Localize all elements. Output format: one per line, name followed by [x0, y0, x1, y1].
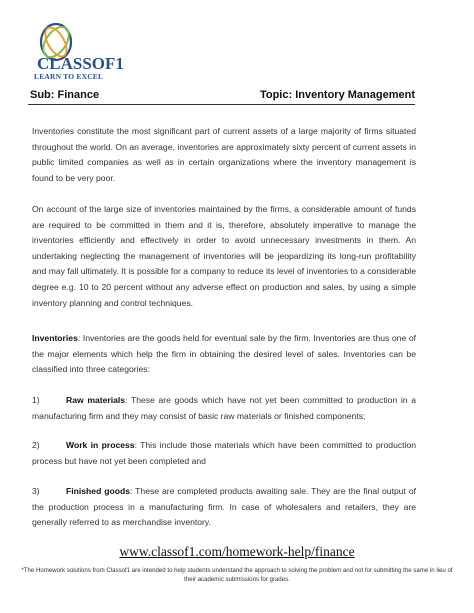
category-item-work-in-process	[32, 438, 416, 469]
logo-brand-text: CLASSOF1	[37, 54, 124, 72]
category-text: : This include those materials which have been committed to production process but have not yet been completed and	[32, 440, 417, 466]
paragraph-inventories	[32, 331, 416, 378]
logo-emblem-icon	[26, 20, 136, 72]
category-term: Work in process	[66, 440, 135, 450]
category-number: 1)	[32, 395, 40, 405]
category-number: 3)	[32, 486, 40, 496]
category-term: Finished goods	[66, 486, 131, 496]
logo-tagline: LEARN TO EXCEL	[34, 72, 104, 81]
category-term: Raw materials	[66, 395, 126, 405]
category-item-raw-materials	[32, 393, 416, 424]
category-text: : These are completed products awaiting sale. They are the final output of the production process in a manufacturing firm. In case of wholesalers and retailers, they are generally referred to as merchandise inventory.	[32, 486, 417, 528]
topic-label: Topic: Inventory Management	[259, 89, 415, 101]
category-text: : These are goods which have not yet been committed to production in a manufacturing firm and they may consist of basic raw materials or finished components;	[32, 395, 416, 421]
category-item-finished-goods	[32, 484, 416, 531]
subject-label: Sub: Finance	[30, 89, 100, 101]
paragraph-management: On account of the large size of inventories maintained by the firms, a considerable amount of funds are required to be committed in them and it is, therefore, absolutely imperative to manage the inventories efficiently and effectively in order to avoid unnecessary investments in them. An undertaking neglecting the management of inventories will be jeopardizing its long-run profitability and may fall ultimately. It is possible for a company to reduce its level of inventories to a considerable degree e.g. 10 to 20 percent without any adverse effect on production and sales, by using a simple inventory planning and control techniques.	[32, 204, 416, 308]
subject-header	[28, 88, 415, 105]
paragraph-intro: Inventories constitute the most significant part of current assets of a large majority of firms situated throughout the world. On an average, inventories are approximately sixty percent of current assets in public limited companies as well as in certain organizations where the inventory management is found to be very poor.	[32, 126, 416, 183]
inventories-definition: : Inventories are the goods held for eventual sale by the firm. Inventories are thus one of the major elements which help the firm in obtaining the desired level of sales. Inventories can be classified into three categories:	[32, 333, 416, 375]
classof1-logo	[26, 20, 136, 84]
category-number: 2)	[32, 440, 40, 450]
footer-website-link[interactable]: www.classof1.com/homework-help/finance	[119, 544, 355, 559]
inventories-term: Inventories	[32, 333, 78, 343]
footer-disclaimer: *The Homework solutions from Classof1 are intended to help students understand the approach to solving the problem and not for submitting the same in lieu of their academic submissions for grades.	[21, 567, 453, 583]
